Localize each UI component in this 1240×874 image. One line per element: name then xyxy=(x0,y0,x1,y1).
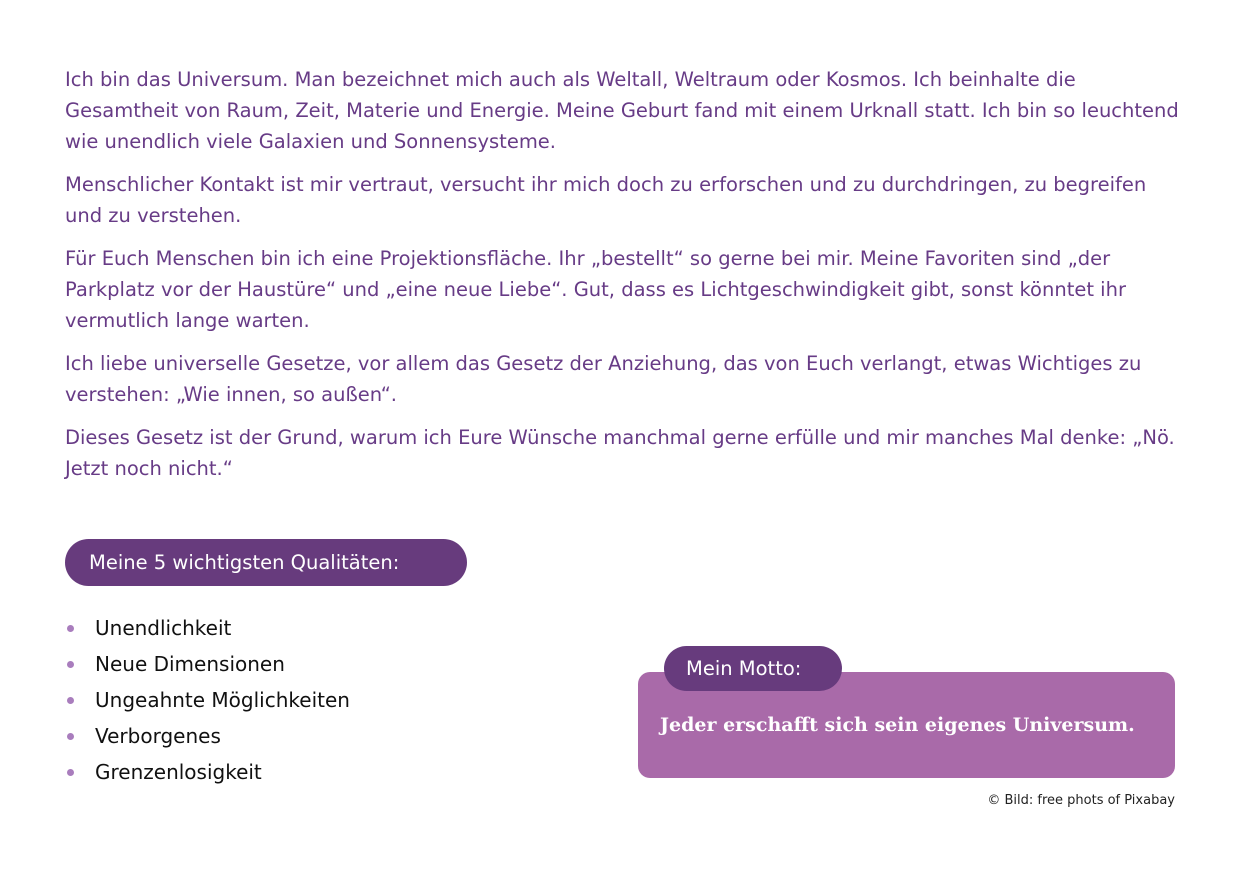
motto-label: Mein Motto: xyxy=(664,646,842,691)
intro-paragraph: Ich bin das Universum. Man bezeichnet mich auch als Weltall, Weltraum oder Kosmos. Ich beinhalte die Gesamtheit von Raum, Zeit, Materie und Energie. Meine Geburt fand mit einem Urknall statt. Ich bin so leuchtend wie unendlich viele Galaxien und Sonnensysteme. xyxy=(65,68,1179,153)
bullet-icon xyxy=(67,625,74,632)
motto-text: Jeder erschafft sich sein eigenes Universum. xyxy=(660,714,1135,736)
intro-paragraph: Für Euch Menschen bin ich eine Projektionsfläche. Ihr „bestellt“ so gerne bei mir. Meine Favoriten sind „der Parkplatz vor der Haustüre“ und „eine neue Liebe“. Gut, dass es Lichtgeschwindigkeit gibt, sonst könntet ihr vermutlich lange warten. xyxy=(65,247,1126,332)
image-credit: © Bild: free phots of Pixabay xyxy=(987,793,1175,808)
bullet-icon xyxy=(67,733,74,740)
list-item xyxy=(66,646,350,682)
intro-paragraph: Menschlicher Kontakt ist mir vertraut, versucht ihr mich doch zu erforschen und zu durchdringen, zu begreifen und zu verstehen. xyxy=(65,173,1147,227)
intro-text xyxy=(65,64,1180,496)
quality-label: Unendlichkeit xyxy=(95,616,232,640)
list-item xyxy=(66,718,350,754)
quality-label: Neue Dimensionen xyxy=(95,652,285,676)
intro-paragraph: Ich liebe universelle Gesetze, vor allem das Gesetz der Anziehung, das von Euch verlangt, etwas Wichtiges zu verstehen: „Wie innen, so außen“. xyxy=(65,352,1142,406)
qualities-heading: Meine 5 wichtigsten Qualitäten: xyxy=(65,539,467,586)
list-item xyxy=(66,610,350,646)
quality-label: Grenzenlosigkeit xyxy=(95,760,262,784)
bullet-icon xyxy=(67,661,74,668)
bullet-icon xyxy=(67,697,74,704)
quality-label: Verborgenes xyxy=(95,724,221,748)
list-item xyxy=(66,682,350,718)
bullet-icon xyxy=(67,769,74,776)
list-item xyxy=(66,754,350,790)
intro-paragraph: Dieses Gesetz ist der Grund, warum ich Eure Wünsche manchmal gerne erfülle und mir manches Mal denke: „Nö. Jetzt noch nicht.“ xyxy=(65,426,1175,480)
quality-label: Ungeahnte Möglichkeiten xyxy=(95,688,350,712)
qualities-list xyxy=(66,610,350,790)
